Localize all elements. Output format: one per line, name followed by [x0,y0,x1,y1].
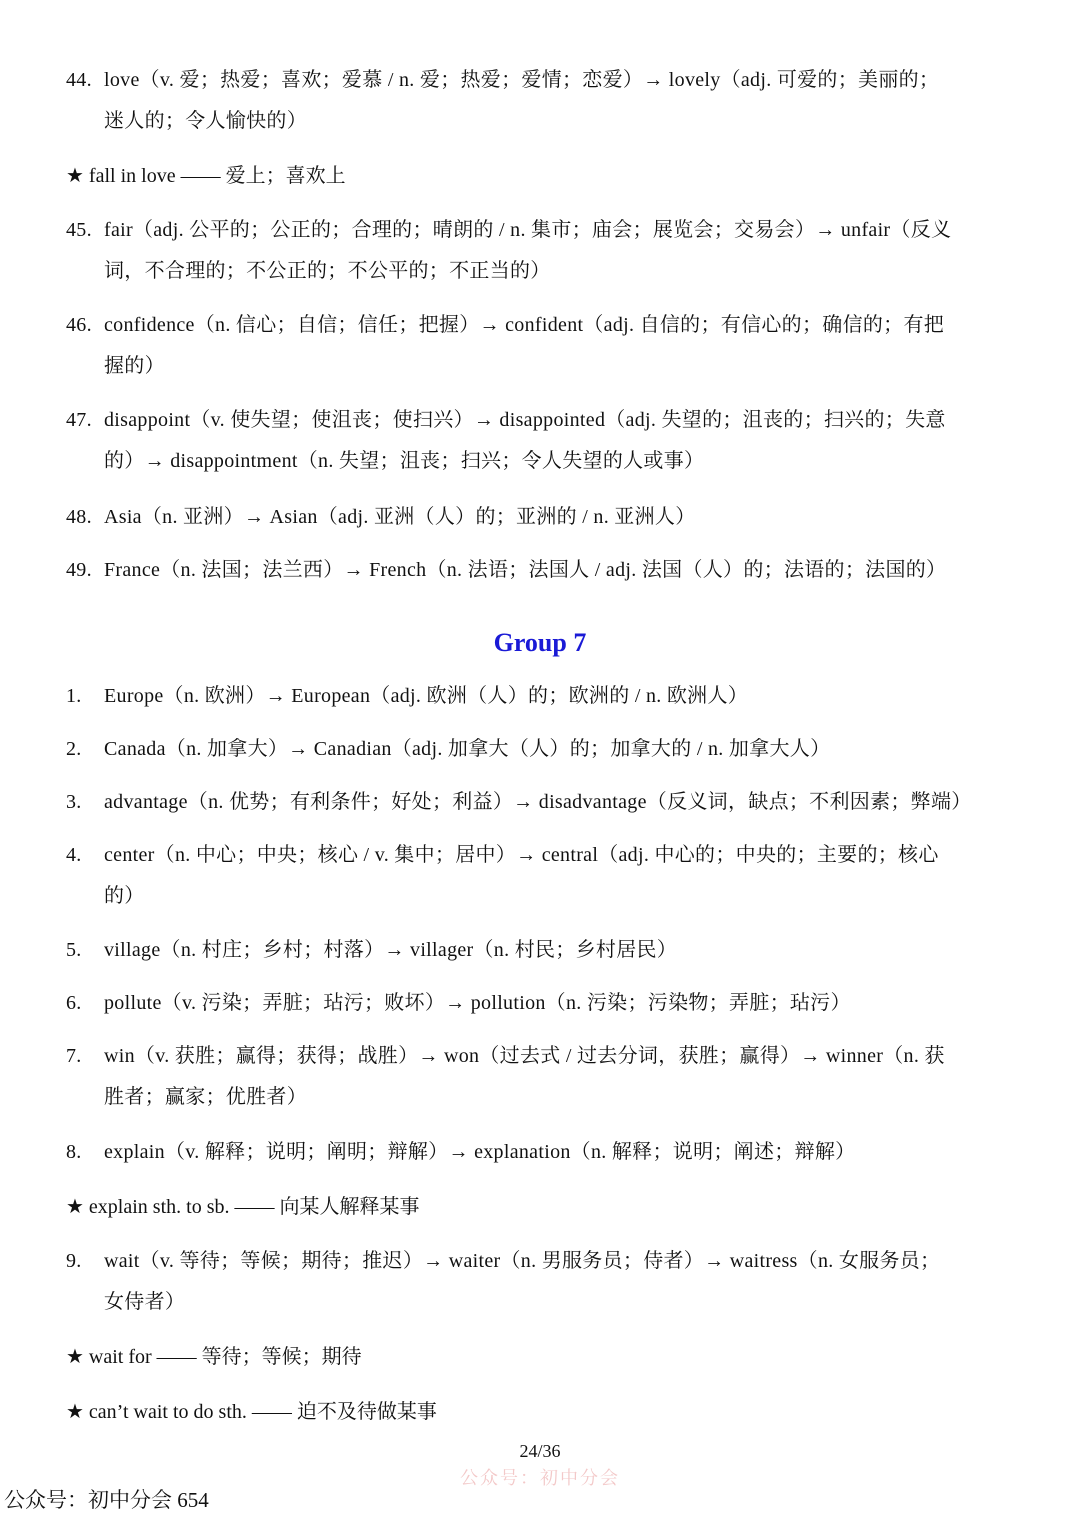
entry-number: 6. [66,992,82,1014]
entry-number: 2. [66,738,82,760]
entry-number: 4. [66,844,82,866]
entry-line: 女侍者） [104,1291,186,1313]
entry-line: pollute（v. 污染；弄脏；玷污；败坏）→ pollution（n. 污染；污染物；弄脏；玷污） [104,992,851,1014]
phrase-note-wait-for: ★ wait for —— 等待；等候；期待 [66,1346,362,1368]
entry-line: 词，不合理的；不公正的；不公平的；不正当的） [104,260,551,282]
entry-number: 8. [66,1141,82,1163]
entry-line: 握的） [104,355,165,377]
entry-line: 胜者；赢家；优胜者） [104,1086,307,1108]
entry-line: France（n. 法国；法兰西）→ French（n. 法语；法国人 / adj. 法国（人）的；法语的；法国的） [104,559,947,581]
watermark-text: 公众号：初中分会 [460,1468,620,1488]
entry-line: disappoint（v. 使失望；使沮丧；使扫兴）→ disappointed（adj. 失望的；沮丧的；扫兴的；失意 [104,409,946,431]
entry-number: 1. [66,685,82,707]
entry-line: 的）→ disappointment（n. 失望；沮丧；扫兴；令人失望的人或事） [104,450,705,472]
entry-line: village（n. 村庄；乡村；村落）→ villager（n. 村民；乡村居民） [104,939,678,961]
entry-line: advantage（n. 优势；有利条件；好处；利益）→ disadvantage（反义词，缺点；不利因素；弊端） [104,791,972,813]
phrase-note-fall-in-love: ★ fall in love —— 爱上；喜欢上 [66,165,346,187]
entry-line: win（v. 获胜；赢得；获得；战胜）→ won（过去式 / 过去分词，获胜；赢得）→ winner（n. 获 [104,1045,945,1067]
page-number: 24/36 [519,1441,561,1461]
entry-line: Canada（n. 加拿大）→ Canadian（adj. 加拿大（人）的；加拿大的 / n. 加拿大人） [104,738,831,760]
entry-number: 7. [66,1045,82,1067]
entry-line: love（v. 爱；热爱；喜欢；爱慕 / n. 爱；热爱；爱情；恋爱）→ lovely（adj. 可爱的；美丽的； [104,69,940,91]
phrase-note-cant-wait: ★ can’t wait to do sth. —— 迫不及待做某事 [66,1401,437,1423]
account-label: 公众号：初中分会 654 [4,1488,209,1512]
entry-line: fair（adj. 公平的；公正的；合理的；晴朗的 / n. 集市；庙会；展览会；交易会）→ unfair（反义 [104,219,952,241]
entry-line: 迷人的；令人愉快的） [104,110,307,132]
group-heading: Group 7 [493,628,587,657]
entry-line: Asia（n. 亚洲）→ Asian（adj. 亚洲（人）的；亚洲的 / n. 亚洲人） [104,506,696,528]
entry-number: 9. [66,1250,82,1272]
entry-line: explain（v. 解释；说明；阐明；辩解）→ explanation（n. 解释；说明；阐述；辩解） [104,1141,856,1163]
entry-line: 的） [104,885,145,907]
entry-number: 45. [66,219,92,241]
entry-line: center（n. 中心；中央；核心 / v. 集中；居中）→ central（adj. 中心的；中央的；主要的；核心 [104,844,939,866]
entry-number: 44. [66,69,92,91]
entry-line: wait（v. 等待；等候；期待；推迟）→ waiter（n. 男服务员；侍者）→ waitress（n. 女服务员； [104,1250,941,1272]
entry-number: 47. [66,409,92,431]
entry-number: 3. [66,791,82,813]
entry-number: 48. [66,506,92,528]
entry-number: 49. [66,559,92,581]
entry-line: Europe（n. 欧洲）→ European（adj. 欧洲（人）的；欧洲的 / n. 欧洲人） [104,685,749,707]
entry-number: 5. [66,939,82,961]
phrase-note-explain: ★ explain sth. to sb. —— 向某人解释某事 [66,1196,420,1218]
entry-number: 46. [66,314,92,336]
entry-line: confidence（n. 信心；自信；信任；把握）→ confident（adj. 自信的；有信心的；确信的；有把 [104,314,945,336]
